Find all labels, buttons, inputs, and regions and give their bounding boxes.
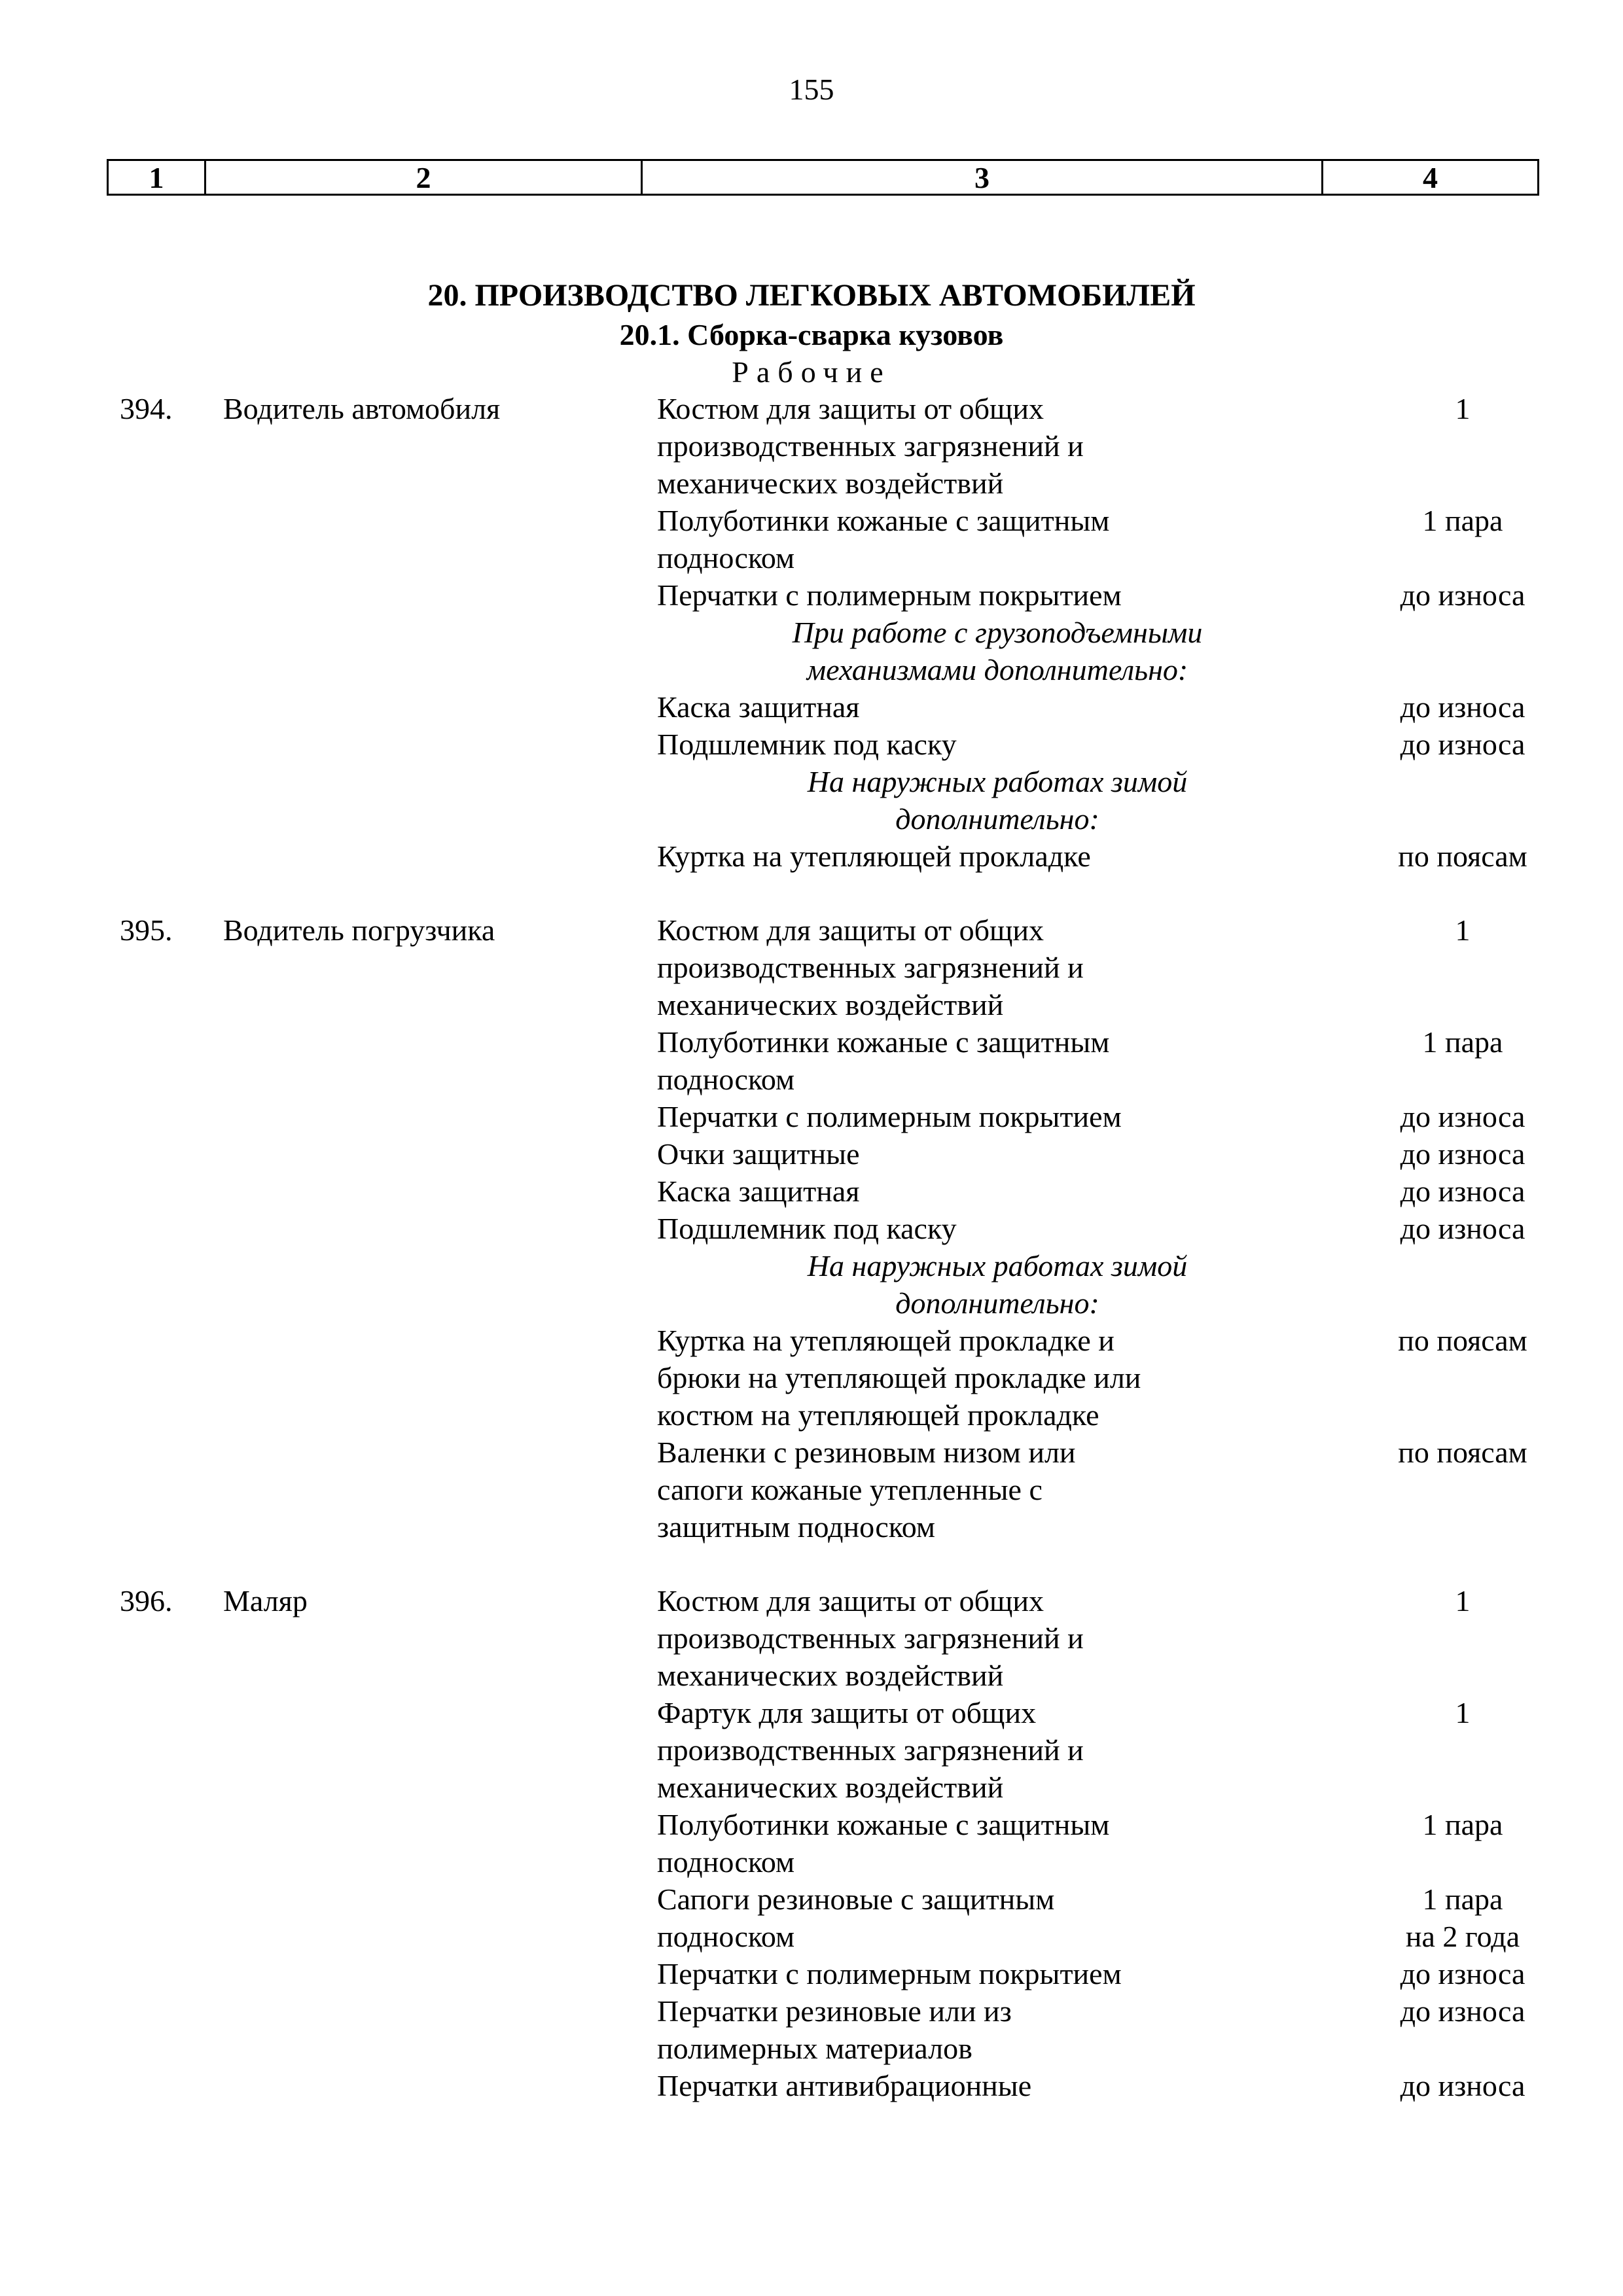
table-row [0,427,1623,465]
table-row [0,1918,1623,1955]
issue-norm: до износа [1400,1100,1525,1133]
table-row [0,838,1623,875]
table-row [0,1843,1623,1881]
job-title: Маляр [223,1584,308,1617]
table-row [0,1582,1623,1619]
issue-norm: до износа [1400,1994,1525,2028]
table-row [0,688,1623,726]
issue-norm: до износа [1400,1212,1525,1245]
issue-norm: на 2 года [1405,1920,1520,1953]
category-label: Рабочие [732,355,891,389]
table-row [0,1061,1623,1098]
issue-norm: по поясам [1398,1324,1527,1357]
equipment-item: механических воздействий [657,467,1004,500]
table-row [0,1284,1623,1322]
column-numbers-header [107,159,1539,196]
equipment-item: Фартук для защиты от общих [657,1696,1037,1729]
issue-norm: 1 пара [1422,1882,1503,1916]
column-number-3: 3 [643,161,1323,194]
job-title: Водитель автомобиля [223,392,501,425]
table-row [0,390,1623,427]
row-number: 395. [120,913,173,947]
table-row [0,1955,1623,1992]
table-row [0,576,1623,614]
table-row [0,1135,1623,1173]
table-row [0,1992,1623,2030]
equipment-item: Каска защитная [657,1174,860,1208]
equipment-item: Валенки с резиновым низом или [657,1436,1076,1469]
equipment-item: Куртка на утепляющей прокладке и [657,1324,1115,1357]
issue-norm: 1 [1455,913,1471,947]
table-row [0,1657,1623,1694]
column-number-1: 1 [109,161,206,194]
issue-norm: до износа [1400,1174,1525,1208]
equipment-item: производственных загрязнений и [657,951,1084,984]
table-row [0,1731,1623,1769]
equipment-item: брюки на утепляющей прокладке или [657,1361,1141,1394]
equipment-item: Полуботинки кожаные с защитным [657,1025,1110,1059]
equipment-item: производственных загрязнений и [657,1621,1084,1655]
issue-norm: до износа [1400,578,1525,612]
condition-note: дополнительно: [895,802,1099,836]
equipment-item: Перчатки резиновые или из [657,1994,1012,2028]
column-number-4: 4 [1423,160,1438,194]
table-row [0,1359,1623,1396]
equipment-item: Перчатки с полимерным покрытием [657,578,1122,612]
condition-note: На наружных работах зимой [807,1249,1188,1282]
table-row [0,1806,1623,1843]
issue-norm: 1 [1455,1584,1471,1617]
subsection-title: 20.1. Сборка-сварка кузовов [619,318,1004,351]
equipment-item: Очки защитные [657,1137,860,1171]
row-spacer [0,875,1623,911]
table-row [0,1173,1623,1210]
issue-norm: 1 пара [1422,1025,1503,1059]
table-row [0,1508,1623,1545]
table-row [0,614,1623,651]
equipment-item: Костюм для защиты от общих [657,1584,1044,1617]
issue-norm: 1 [1455,1696,1471,1729]
condition-note: дополнительно: [895,1286,1099,1320]
row-spacer [0,1545,1623,1582]
issue-norm: до износа [1400,1137,1525,1171]
table-row [0,465,1623,502]
equipment-item: защитным подноском [657,1510,935,1544]
equipment-item: подноском [657,1920,795,1953]
equipment-item: Перчатки с полимерным покрытием [657,1100,1122,1133]
table-row [0,949,1623,986]
row-number: 396. [120,1584,173,1617]
condition-note: На наружных работах зимой [807,765,1188,798]
table-row [0,1619,1623,1657]
equipment-item: Перчатки антивибрационные [657,2069,1032,2102]
job-title: Водитель погрузчика [223,913,495,947]
table-row [0,1210,1623,1247]
equipment-item: Подшлемник под каску [657,728,957,761]
equipment-item: подноском [657,541,795,574]
table-row [0,502,1623,539]
condition-note: При работе с грузоподъемными [792,616,1203,649]
table-row [0,763,1623,800]
equipment-item: механических воздействий [657,988,1004,1021]
equipment-item: Подшлемник под каску [657,1212,957,1245]
equipment-item: Полуботинки кожаные с защитным [657,504,1110,537]
table-row [0,1098,1623,1135]
equipment-item: подноском [657,1845,795,1879]
equipment-item: производственных загрязнений и [657,429,1084,463]
issue-norm: по поясам [1398,1436,1527,1469]
issue-norm: 1 пара [1422,1808,1503,1841]
equipment-item: Перчатки с полимерным покрытием [657,1957,1122,1990]
table-row [0,1471,1623,1508]
equipment-item: Костюм для защиты от общих [657,913,1044,947]
equipment-item: подноском [657,1063,795,1096]
table-row [0,1322,1623,1359]
equipment-item: механических воздействий [657,1771,1004,1804]
issue-norm: до износа [1400,1957,1525,1990]
issue-norm: 1 пара [1422,504,1503,537]
equipment-item: Сапоги резиновые с защитным [657,1882,1055,1916]
row-number: 394. [120,392,173,425]
table-row [0,2030,1623,2067]
equipment-item: Куртка на утепляющей прокладке [657,839,1091,873]
table-row [0,2067,1623,2104]
equipment-item: Костюм для защиты от общих [657,392,1044,425]
table-row [0,1881,1623,1918]
issue-norm: до износа [1400,2069,1525,2102]
table-row [0,651,1623,688]
table-row [0,726,1623,763]
table-row [0,911,1623,949]
table-row [0,1247,1623,1284]
table-row [0,1694,1623,1731]
section-title: 20. ПРОИЗВОДСТВО ЛЕГКОВЫХ АВТОМОБИЛЕЙ [427,278,1196,313]
equipment-table-body [0,390,1623,2104]
table-row [0,986,1623,1023]
equipment-item: производственных загрязнений и [657,1733,1084,1767]
issue-norm: до износа [1400,728,1525,761]
table-row [0,1396,1623,1434]
issue-norm: по поясам [1398,839,1527,873]
equipment-item: полимерных материалов [657,2032,972,2065]
page-number: 155 [789,73,834,106]
table-row [0,1023,1623,1061]
equipment-item: сапоги кожаные утепленные с [657,1473,1043,1506]
table-row [0,1769,1623,1806]
column-number-2: 2 [206,161,643,194]
issue-norm: до износа [1400,690,1525,724]
equipment-item: Каска защитная [657,690,860,724]
table-row [0,1434,1623,1471]
table-row [0,539,1623,576]
equipment-item: механических воздействий [657,1659,1004,1692]
equipment-item: Полуботинки кожаные с защитным [657,1808,1110,1841]
condition-note: механизмами дополнительно: [806,653,1188,686]
table-row [0,800,1623,838]
equipment-item: костюм на утепляющей прокладке [657,1398,1099,1432]
issue-norm: 1 [1455,392,1471,425]
